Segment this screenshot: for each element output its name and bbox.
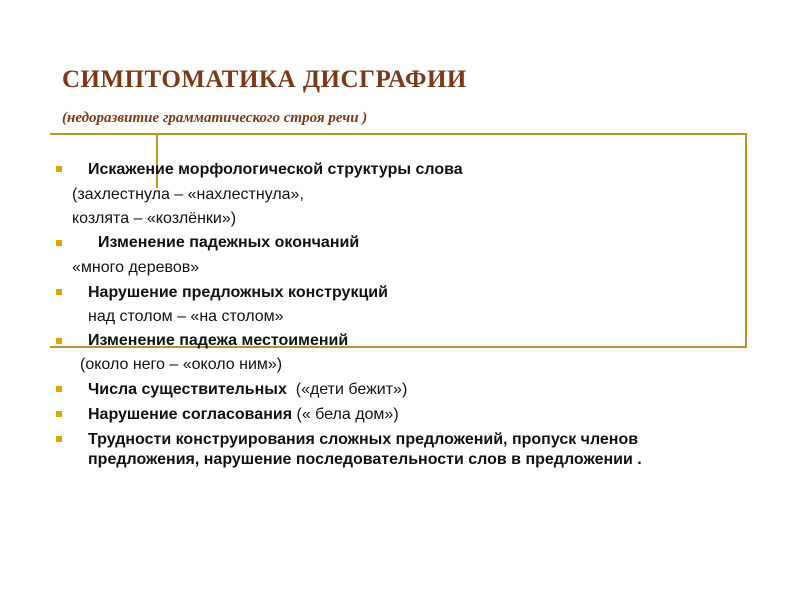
list-item-heading: Изменение падежа местоимений [88,332,349,349]
list-item-heading: Нарушение предложных конструкций [88,284,388,301]
list-item-detail: над столом – «на столом» [88,308,284,325]
bullet-marker [56,240,62,246]
list-item-heading: Числа существительных [88,381,287,398]
list-item-detail: козлята – «козлёнки») [72,210,237,227]
bullet-marker [56,166,62,172]
list-item-row [88,380,407,399]
list-item-heading: Искажение морфологической структуры слова [88,161,463,178]
list-item-heading: Нарушение согласования [88,406,293,423]
list-item-heading: Трудности конструирования сложных предложений, пропуск членов предложения, нарушение последовательности слов в предложении . [88,431,642,468]
slide-title: СИМПТОМАТИКА ДИСГРАФИИ [62,66,467,93]
title-underline-rule [50,133,747,135]
slide-subtitle: (недоразвитие грамматического строя речи ) [62,110,368,126]
list-item-detail: (захлестнула – «нахлестнула», [72,186,304,203]
list-item-example: («дети бежит») [295,381,408,398]
bullet-marker [56,289,62,295]
list-item-detail: (около него – «около ним») [80,356,283,373]
bullet-marker [56,411,62,417]
list-item-heading: Изменение падежных окончаний [98,234,360,251]
bullet-marker [56,436,62,442]
right-vertical-rule [745,133,747,346]
list-item-row [88,405,399,424]
bullet-marker [56,338,62,344]
list-item-example: (« бела дом») [296,406,399,423]
list-item-detail: «много деревов» [72,259,200,276]
bullet-marker [56,386,62,392]
